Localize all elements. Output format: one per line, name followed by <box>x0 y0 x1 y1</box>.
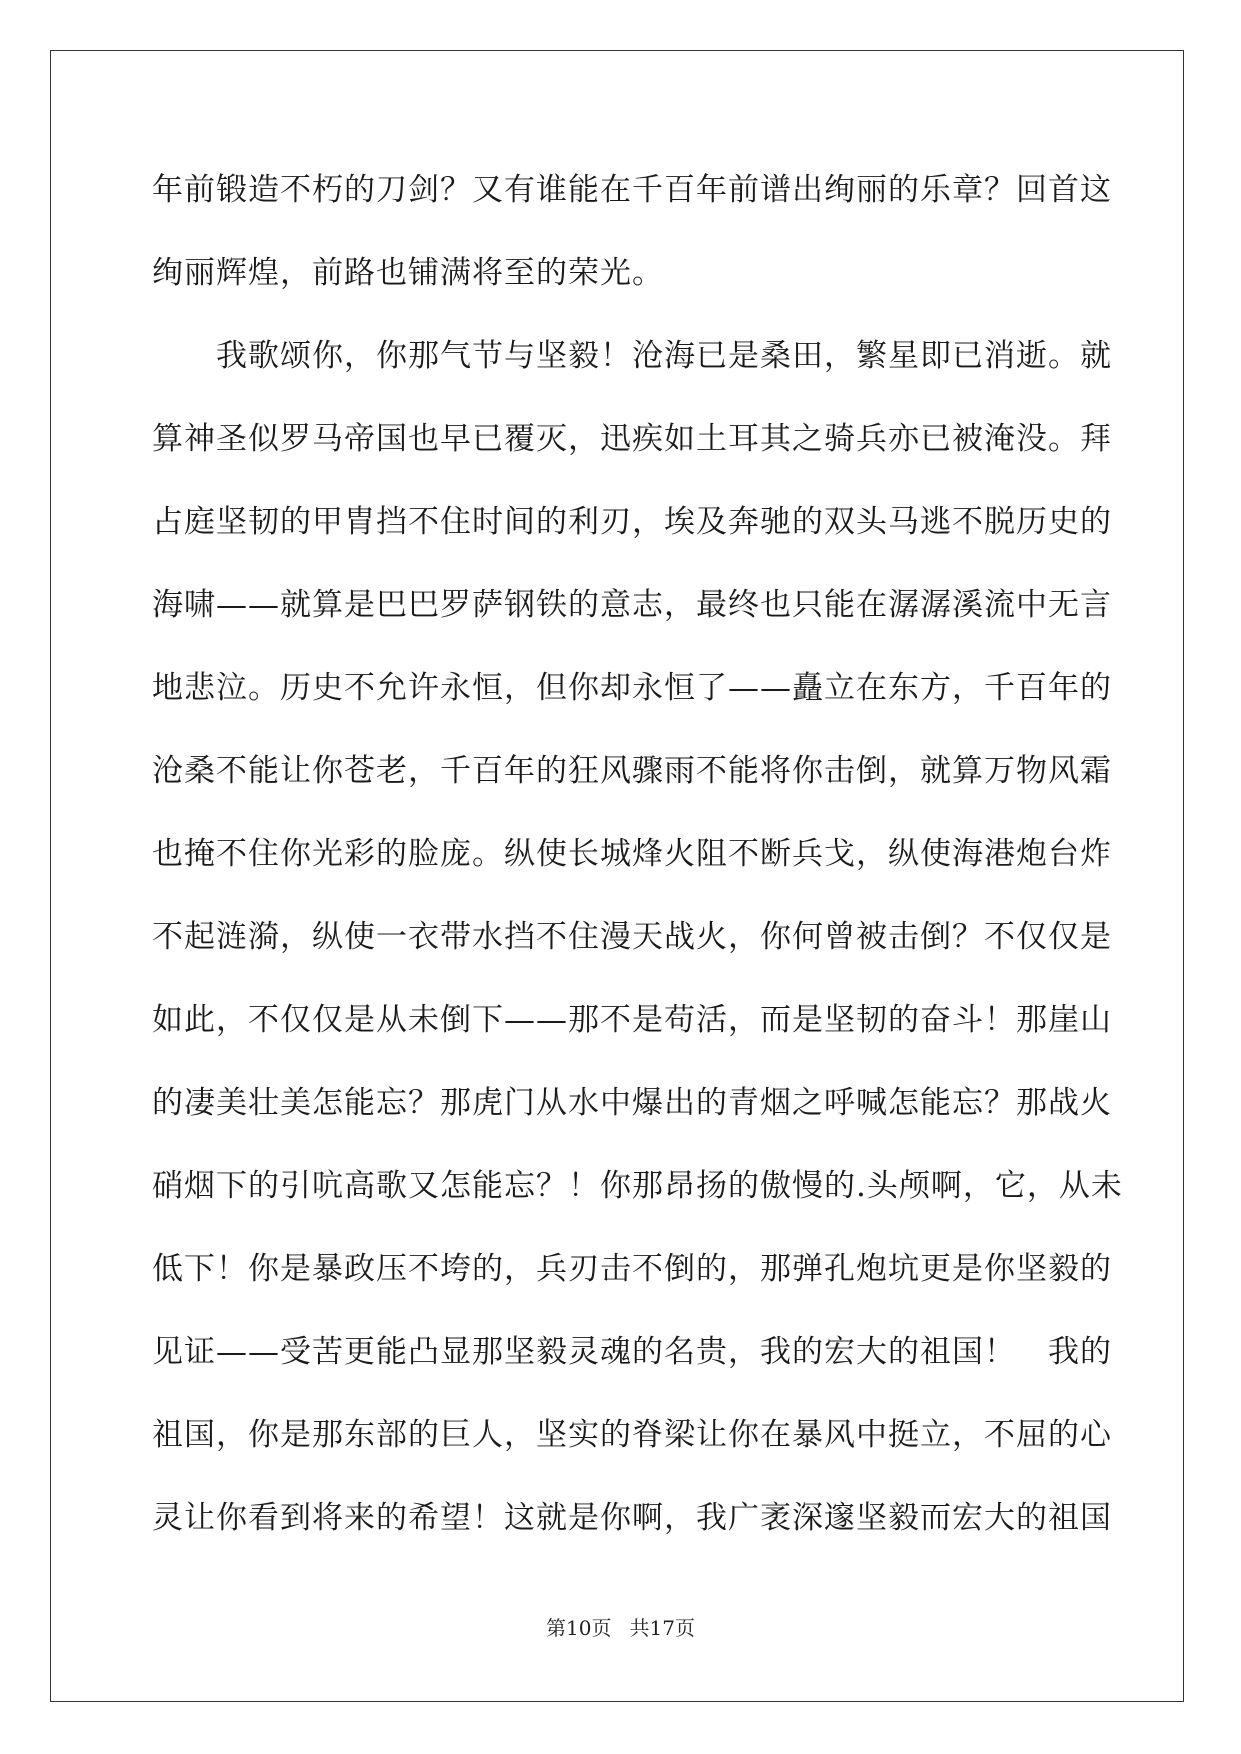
text-line: 我歌颂你，你那气节与坚毅！沧海已是桑田，繁星即已消逝。就 <box>152 338 1112 374</box>
text-line: 地悲泣。历史不允许永恒，但你却永恒了——矗立在东方，千百年的 <box>152 670 1112 706</box>
text-line: 硝烟下的引吭高歌又怎能忘？！你那昂扬的傲慢的.头颅啊，它，从未 <box>152 1168 1123 1204</box>
text-line: 海啸——就算是巴巴罗萨钢铁的意志，最终也只能在潺潺溪流中无言 <box>152 587 1112 623</box>
text-line: 见证——受苦更能凸显那坚毅灵魂的名贵，我的宏大的祖国！ 我的 <box>152 1334 1112 1370</box>
text-line: 也掩不住你光彩的脸庞。纵使长城烽火阻不断兵戈，纵使海港炮台炸 <box>152 836 1112 872</box>
document-body <box>152 160 1123 1571</box>
page-number: 第10页 <box>546 1616 612 1640</box>
text-line: 的凄美壮美怎能忘？那虎门从水中爆出的青烟之呼喊怎能忘？那战火 <box>152 1085 1112 1121</box>
text-line: 低下！你是暴政压不垮的，兵刃击不倒的，那弹孔炮坑更是你坚毅的 <box>152 1251 1112 1287</box>
text-line: 年前锻造不朽的刀剑？又有谁能在千百年前谱出绚丽的乐章？回首这 <box>152 172 1112 208</box>
text-line: 沧桑不能让你苍老，千百年的狂风骤雨不能将你击倒，就算万物风霜 <box>152 753 1112 789</box>
text-line: 算神圣似罗马帝国也早已覆灭，迅疾如土耳其之骑兵亦已被淹没。拜 <box>152 421 1112 457</box>
text-line: 如此，不仅仅是从未倒下——那不是苟活，而是坚韧的奋斗！那崖山 <box>152 1002 1112 1038</box>
text-line: 绚丽辉煌，前路也铺满将至的荣光。 <box>152 255 664 291</box>
text-line: 祖国，你是那东部的巨人，坚实的脊梁让你在暴风中挺立，不屈的心 <box>152 1417 1112 1453</box>
page-total: 共17页 <box>629 1616 695 1640</box>
text-line: 占庭坚韧的甲胄挡不住时间的利刃，埃及奔驰的双头马逃不脱历史的 <box>152 504 1112 540</box>
text-line: 灵让你看到将来的希望！这就是你啊，我广袤深邃坚毅而宏大的祖国 <box>152 1500 1112 1536</box>
page-footer <box>0 1614 1241 1642</box>
text-line: 不起涟漪，纵使一衣带水挡不住漫天战火，你何曾被击倒？不仅仅是 <box>152 919 1112 955</box>
